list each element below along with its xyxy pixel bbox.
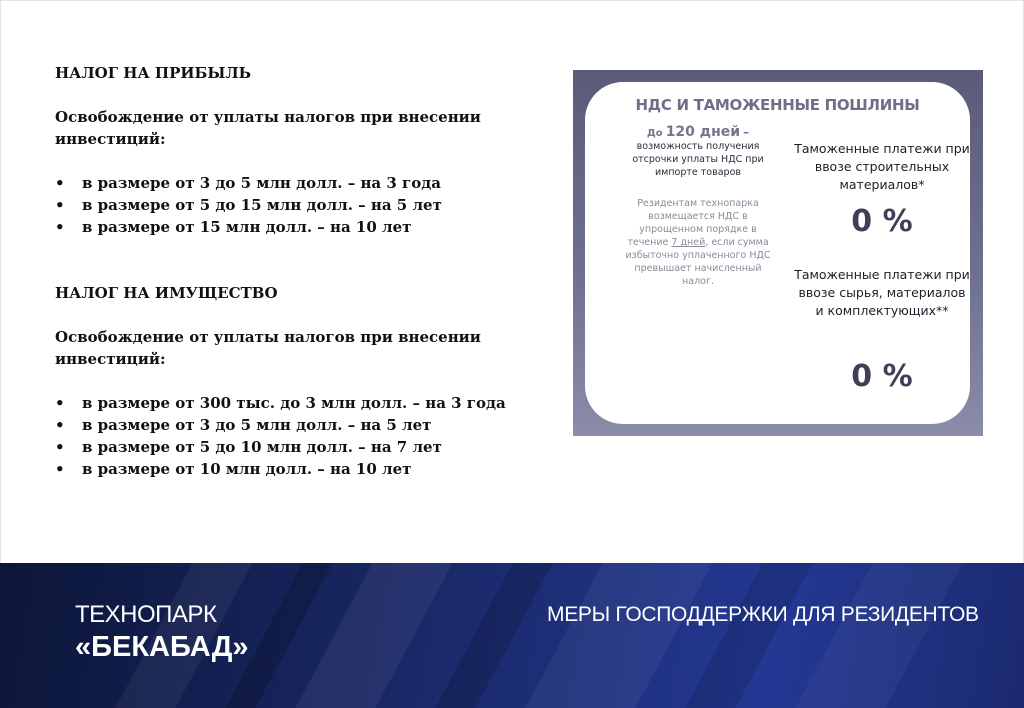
profit-tax-intro: Освобождение от уплаты налогов при внесении инвестиций: (55, 108, 481, 148)
property-tax-intro: Освобождение от уплаты налогов при внесении инвестиций: (55, 328, 481, 368)
customs-building-label: Таможенные платежи при ввозе строительных материалов* (794, 141, 970, 192)
bullet-icon: • (55, 218, 65, 236)
bullet-icon: • (55, 416, 65, 434)
profit-tax-heading: НАЛОГ НА ПРИБЫЛЬ (55, 64, 252, 82)
list-item: • в размере от 15 млн долл. – на 10 лет (55, 218, 412, 236)
vat-deferral-block (623, 126, 773, 288)
profit-tax-list (55, 172, 535, 238)
deferral-headline: До 120 дней – (646, 124, 750, 140)
list-item: • в размере от 10 млн долл. – на 10 лет (55, 460, 412, 478)
technopark-brand (75, 601, 249, 664)
footer-banner (0, 563, 1024, 708)
refund-days: 7 дней (671, 237, 706, 248)
brand-name: «БЕКАБАД» (75, 631, 249, 663)
list-item: • в размере от 5 до 10 млн долл. – на 7 лет (55, 438, 442, 456)
vat-customs-panel (573, 70, 983, 436)
deferral-days: 120 дней (665, 124, 741, 140)
bullet-icon: • (55, 394, 65, 412)
property-tax-list (55, 392, 535, 480)
list-item: • в размере от 3 до 5 млн долл. – на 5 лет (55, 416, 432, 434)
vat-refund-note: Резидентам технопарка возмещается НДС в упрощенном порядке в течение 7 дней, если сумма избыточно уплаченного НДС превышает начисленный налог. (625, 198, 771, 287)
list-item: • в размере от 5 до 15 млн долл. – на 5 лет (55, 196, 442, 214)
list-item: • в размере от 300 тыс. до 3 млн долл. – на 3 года (55, 394, 506, 412)
vat-customs-card (585, 82, 970, 424)
list-item: • в размере от 3 до 5 млн долл. – на 3 года (55, 174, 441, 192)
bullet-icon: • (55, 438, 65, 456)
tax-benefits-text (55, 62, 535, 480)
slide-caption: МЕРЫ ГОСПОДДЕРЖКИ ДЛЯ РЕЗИДЕНТОВ (547, 603, 979, 626)
property-tax-heading: НАЛОГ НА ИМУЩЕСТВО (55, 284, 278, 302)
brand-line-1: ТЕХНОПАРК (75, 601, 217, 628)
bullet-icon: • (55, 460, 65, 478)
deferral-text: возможность получения отсрочки уплаты НДС при импорте товаров (632, 141, 764, 178)
bullet-icon: • (55, 196, 65, 214)
customs-raw-label: Таможенные платежи при ввозе сырья, материалов и комплектующих** (794, 267, 970, 318)
customs-building-rate: 0 % (851, 204, 913, 239)
bullet-icon: • (55, 174, 65, 192)
customs-raw-rate: 0 % (851, 359, 913, 394)
card-title: НДС И ТАМОЖЕННЫЕ ПОШЛИНЫ (635, 96, 920, 114)
